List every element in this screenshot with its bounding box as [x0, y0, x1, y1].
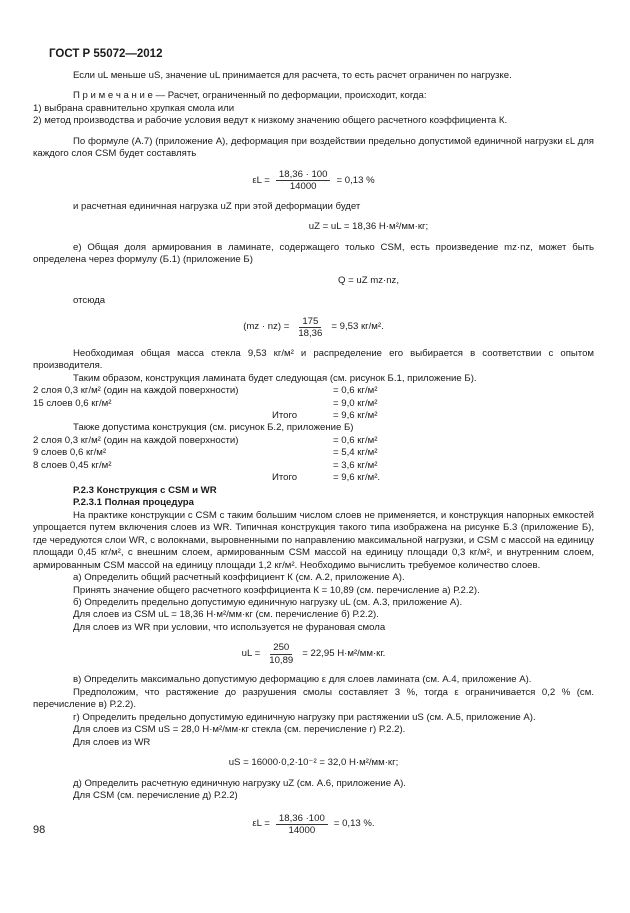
paragraph: в) Определить максимально допустимую деформацию ε для слоев ламината (см. А.4, приложение А).	[73, 674, 532, 686]
paragraph: По формуле (А.7) (приложение А), деформация при воздействии предельно допустимой единичной нагрузки εL для каждого слоя CSM будет составлять	[33, 135, 594, 160]
formula-text: uZ = uL = 18,36 Н·м²/мм·кг;	[308, 221, 429, 233]
page-body	[33, 70, 594, 845]
fraction	[276, 169, 331, 193]
numerator: 250	[270, 642, 292, 655]
formula-strain	[33, 169, 594, 193]
fraction	[266, 642, 296, 666]
formula-rhs: = 9,53 кг/м².	[331, 321, 384, 333]
row-value: = 3,6 кг/м²	[333, 459, 378, 471]
formula-strain-csm	[33, 813, 594, 837]
note-heading: П р и м е ч а н и е — Расчет, ограниченный по деформации, происходит, когда:	[73, 90, 427, 102]
formula-lhs: εL =	[252, 174, 270, 186]
paragraph: Если uL меньше uS, значение uL принимается для расчета, то есть расчет ограничен по нагрузке.	[73, 70, 512, 81]
note-item: 1) выбрана сравнительно хрупкая смола или	[33, 102, 235, 114]
row-value: = 9,0 кг/м²	[333, 397, 378, 409]
row-label: 9 слоев 0,6 кг/м²	[33, 447, 107, 459]
paragraph: Для слоев из CSM uS = 28,0 Н·м²/мм·кг стекла (см. перечисление г) Р.2.2).	[73, 724, 406, 736]
denominator: 10,89	[269, 654, 294, 666]
denominator: 18,36	[298, 328, 323, 340]
table-row	[33, 385, 594, 397]
formula-text: uS = 16000·0,2·10⁻² = 32,0 Н·м²/мм·кг;	[228, 757, 399, 769]
table-row	[33, 435, 594, 447]
numerator: 18,36 · 100	[276, 169, 331, 182]
row-value: = 5,4 кг/м²	[333, 447, 378, 459]
paragraph: г) Определить предельно допустимую единичную нагрузку при растяжении uS (см. А.5, приложение А).	[73, 711, 536, 723]
section-heading: Р.2.3 Конструкция с CSM и WR	[73, 484, 217, 496]
paragraph: Для слоев из CSM uL = 18,36 Н·м²/мм·кг (см. перечисление б) Р.2.2).	[73, 609, 379, 621]
table-total-row	[33, 410, 594, 422]
paragraph: Для слоев из WR	[73, 736, 151, 748]
paragraph: и расчетная единичная нагрузка uZ при этой деформации будет	[73, 200, 361, 212]
document-header: ГОСТ Р 55072—2012	[49, 48, 163, 60]
fraction	[295, 316, 325, 340]
paragraph: Также допустима конструкция (см. рисунок Б.2, приложение Б)	[73, 422, 354, 434]
denominator: 14000	[289, 181, 317, 193]
layup-table-2	[33, 435, 594, 485]
paragraph: Предположим, что растяжение до разрушения смолы составляет 3 %, тогда ε ограничивается 0,2 % (см. перечисление в) Р.2.2).	[33, 686, 594, 711]
paragraph: Таким образом, конструкция ламината будет следующая (см. рисунок Б.1, приложение Б).	[73, 372, 477, 384]
paragraph: Для слоев из WR при условии, что используется не фурановая смола	[73, 621, 386, 633]
numerator: 18,36 ·100	[276, 813, 328, 826]
paragraph: Для CSM (см. перечисление д) Р.2.2)	[73, 790, 238, 802]
formula-us-wr	[33, 757, 594, 769]
row-label: 2 слоя 0,3 кг/м² (один на каждой поверхности)	[33, 434, 239, 446]
page-number: 98	[33, 824, 46, 836]
formula-q	[33, 275, 594, 287]
formula-load	[33, 221, 594, 233]
table-row	[33, 398, 594, 410]
row-label: 15 слоев 0,6 кг/м²	[33, 397, 112, 409]
formula-ul-wr	[33, 642, 594, 666]
note-item: 2) метод производства и рабочие условия ведут к низкому значению общего расчетного коэффициента К.	[33, 115, 508, 127]
table-row	[33, 447, 594, 459]
formula-lhs: εL =	[252, 818, 270, 830]
row-value: = 0,6 кг/м²	[333, 434, 378, 446]
paragraph: Необходимая общая масса стекла 9,53 кг/м² и распределение его выбирается в соответствии с опытом производителя.	[33, 347, 594, 372]
numerator: 175	[299, 316, 321, 329]
formula-lhs: (mz · nz) =	[243, 321, 290, 333]
table-row	[33, 460, 594, 472]
formula-lhs: uL =	[241, 648, 261, 660]
paragraph: отсюда	[73, 295, 106, 307]
formula-rhs: = 0,13 %.	[333, 818, 375, 830]
table-total-row	[33, 472, 594, 484]
formula-text: Q = uZ mz·nz,	[337, 274, 400, 286]
row-label: 2 слоя 0,3 кг/м² (один на каждой поверхности)	[33, 385, 239, 397]
row-value: = 0,6 кг/м²	[333, 385, 378, 397]
denominator: 14000	[288, 825, 316, 837]
total-value: = 9,6 кг/м²	[333, 409, 378, 421]
total-value: = 9,6 кг/м².	[333, 472, 381, 484]
formula-rhs: = 22,95 Н·м²/мм·кг.	[302, 648, 386, 660]
paragraph: д) Определить расчетную единичную нагрузку uZ (см. А.6, приложение А).	[73, 777, 406, 789]
row-label: 8 слоев 0,45 кг/м²	[33, 459, 112, 471]
layup-table-1	[33, 385, 594, 422]
subsection-heading: Р.2.3.1 Полная процедура	[73, 497, 194, 509]
fraction	[276, 813, 328, 837]
paragraph: а) Определить общий расчетный коэффициент К (см. А.2, приложение А).	[73, 572, 405, 584]
total-label: Итого	[272, 472, 298, 484]
paragraph: На практике конструкции с CSM с таким большим числом слоев не применяется, и конструкция напорных емкостей упрощается путем включения слоев из WR. Типичная конструкция такого типа изображена на рисунке Б.3 (приложение Б), где чередуются слои WR, с волокнами, выровненными по направлению максимальной нагрузки, и CSM с массой на единицу площади 0,45 кг/м², с внешним слоем, армированным CSM массой на единицу площади 0,3 кг/м², и внутренним слоем, армированным CSM массой на единицу площади 1,2 кг/м². Необходимо вычислить требуемое количество слоев.	[33, 509, 594, 571]
paragraph: е) Общая доля армирования в ламинате, содержащего только CSM, есть произведение mz·nz, может быть определена через формулу (Б.1) (приложение Б)	[33, 241, 594, 266]
paragraph: Принять значение общего расчетного коэффициента К = 10,89 (см. перечисление а) Р.2.2).	[73, 584, 480, 596]
total-label: Итого	[272, 409, 298, 421]
paragraph: б) Определить предельно допустимую единичную нагрузку uL (см. А.3, приложение А).	[73, 597, 463, 608]
formula-mass	[33, 316, 594, 340]
formula-rhs: = 0,13 %	[336, 174, 375, 186]
